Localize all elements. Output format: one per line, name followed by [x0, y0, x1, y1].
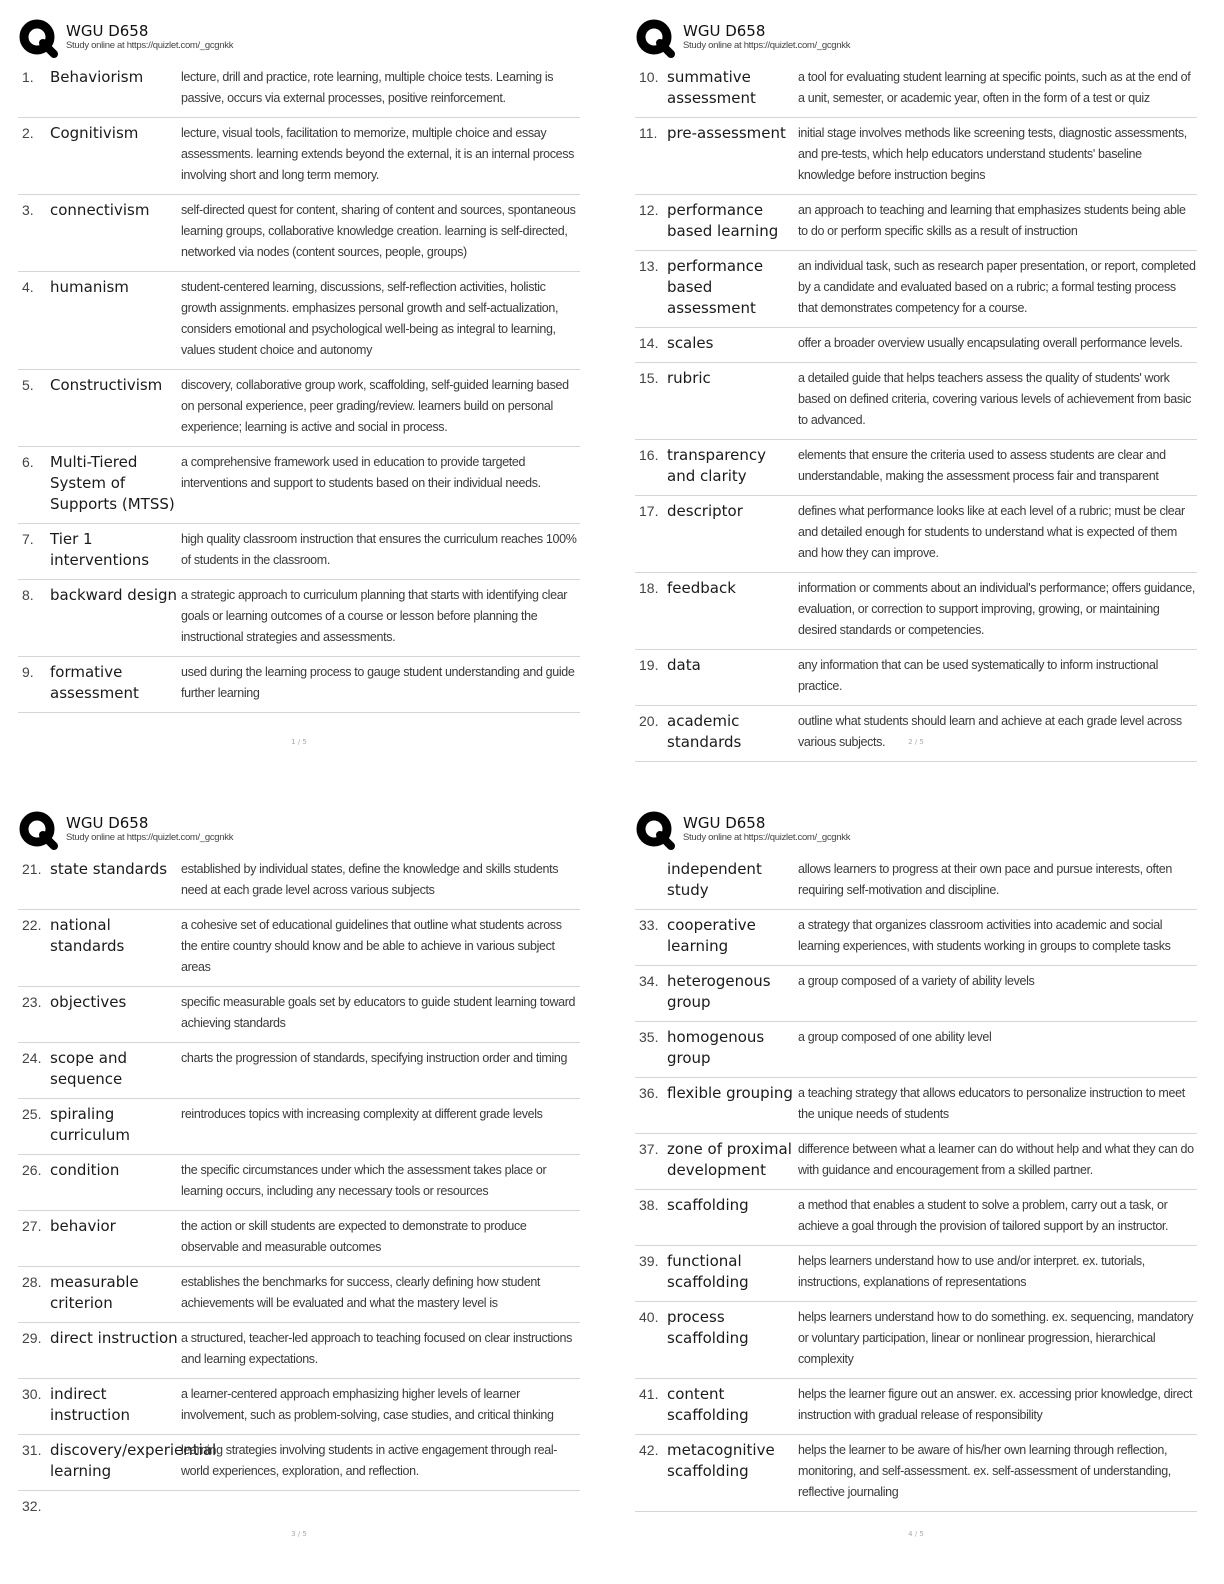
card-definition: a strategy that organizes classroom activities into academic and social learning experiences, with students working in groups to complete tasks: [798, 918, 1171, 953]
flashcard-row: [635, 966, 1197, 1022]
flashcard-row: [18, 118, 580, 195]
card-term: formative assessment: [50, 663, 139, 702]
card-definition: a tool for evaluating student learning at specific points, such as at the end of a unit, semester, or academic year, often in the form of a test or quiz: [798, 70, 1191, 105]
flashcard-row: [635, 1302, 1197, 1379]
card-number: 2.: [22, 125, 34, 141]
card-number: 14.: [639, 335, 659, 351]
flashcard-row: [18, 195, 580, 272]
card-term: descriptor: [667, 502, 743, 520]
card-number: 27.: [22, 1218, 42, 1234]
card-number: 25.: [22, 1106, 42, 1122]
flashcard-row: [18, 62, 580, 118]
card-number: 41.: [639, 1386, 659, 1402]
card-number: 24.: [22, 1050, 42, 1066]
card-number: 39.: [639, 1253, 659, 1269]
deck-title: WGU D658: [683, 22, 766, 40]
page-header: [18, 18, 580, 62]
flashcard-row: [635, 573, 1197, 650]
card-term: discovery/experiential learning: [50, 1441, 217, 1480]
card-definition: a learner-centered approach emphasizing higher levels of learner involvement, such as problem-solving, case studies, and critical thinking: [181, 1387, 554, 1422]
flashcard-row: [18, 524, 580, 580]
quizlet-logo-icon: [635, 18, 675, 58]
card-definition: learning strategies involving students in active engagement through real-world experiences, exploration, and reflection.: [181, 1443, 558, 1478]
card-definition: any information that can be used systematically to inform instructional practice.: [798, 658, 1159, 693]
card-number: 26.: [22, 1162, 42, 1178]
card-term: connectivism: [50, 201, 150, 219]
flashcard-row: [18, 1043, 580, 1099]
page-number: 3 / 5: [291, 1530, 307, 1538]
card-number: 21.: [22, 861, 42, 877]
card-definition: a teaching strategy that allows educators to personalize instruction to meet the unique needs of students: [798, 1086, 1185, 1121]
card-definition: difference between what a learner can do without help and what they can do with guidance and encouragement from a skilled partner.: [798, 1142, 1194, 1177]
card-term: indirect instruction: [50, 1385, 131, 1424]
card-number: 18.: [639, 580, 659, 596]
flashcard-row: [18, 447, 580, 524]
card-number: 13.: [639, 258, 659, 274]
page-number: 1 / 5: [291, 738, 307, 746]
card-term: pre-assessment: [667, 124, 786, 142]
flashcard-list: [18, 854, 580, 1525]
flashcard-row: [18, 1323, 580, 1379]
flashcard-row: [18, 1491, 580, 1525]
page-2: [635, 18, 1197, 752]
flashcard-row: [18, 370, 580, 447]
flashcard-list: [635, 854, 1197, 1512]
card-number: 20.: [639, 713, 659, 729]
card-number: 22.: [22, 917, 42, 933]
page-number: 2 / 5: [908, 738, 924, 746]
page-number: 4 / 5: [908, 1530, 924, 1538]
card-definition: helps the learner figure out an answer. ex. accessing prior knowledge, direct instruction with gradual release of responsibility: [798, 1387, 1193, 1422]
card-definition: a comprehensive framework used in education to provide targeted interventions and support to students based on their individual needs.: [181, 455, 541, 490]
flashcard-row: [18, 272, 580, 370]
card-definition: helps learners understand how to use and/or interpret. ex. tutorials, instructions, explanations of representations: [798, 1254, 1145, 1289]
flashcard-row: [635, 706, 1197, 762]
flashcard-list: [18, 62, 580, 713]
card-term: summative assessment: [667, 68, 756, 107]
card-term: scaffolding: [667, 1196, 749, 1214]
flashcard-row: [18, 910, 580, 987]
card-term: transparency and clarity: [667, 446, 766, 485]
card-number: 8.: [22, 587, 34, 603]
card-definition: initial stage involves methods like screening tests, diagnostic assessments, and pre-tests, which help educators understand students' baseline knowledge before instruction begins: [798, 126, 1187, 182]
deck-title: WGU D658: [66, 814, 149, 832]
card-number: 37.: [639, 1141, 659, 1157]
card-term: homogenous group: [667, 1028, 765, 1067]
card-definition: student-centered learning, discussions, self-reflection activities, holistic growth assignments. emphasizes personal growth and self-actualization, considers emotional and psychological well-being as integral to learning, values student choice and autonomy: [181, 280, 559, 357]
card-number: 1.: [22, 69, 34, 85]
card-term: scales: [667, 334, 714, 352]
card-definition: high quality classroom instruction that ensures the curriculum reaches 100% of students in the classroom.: [181, 532, 577, 567]
card-term: Tier 1 interventions: [50, 530, 150, 569]
card-definition: a method that enables a student to solve a problem, carry out a task, or achieve a goal through the provision of tailored support by an instructor.: [798, 1198, 1169, 1233]
card-definition: helps the learner to be aware of his/her own learning through reflection, monitoring, and self-assessment. ex. self-assessment of understanding, reflective journaling: [798, 1443, 1171, 1499]
flashcard-row: [635, 650, 1197, 706]
card-number: 11.: [639, 125, 658, 141]
card-term: performance based assessment: [667, 257, 764, 317]
card-definition: a detailed guide that helps teachers assess the quality of students' work based on defined criteria, covering various levels of achievement from basic to advanced.: [798, 371, 1192, 427]
flashcard-row: [635, 910, 1197, 966]
page-4: [635, 810, 1197, 1544]
card-definition: helps learners understand how to do something. ex. sequencing, mandatory or voluntary participation, linear or nonlinear progression, hierarchical complexity: [798, 1310, 1194, 1366]
card-term: Constructivism: [50, 376, 163, 394]
flashcard-row: [18, 1099, 580, 1155]
card-definition: a structured, teacher-led approach to teaching focused on clear instructions and learning expectations.: [181, 1331, 573, 1366]
flashcard-row: [635, 1078, 1197, 1134]
page-header: [635, 810, 1197, 854]
quizlet-logo-icon: [18, 18, 58, 58]
flashcard-row: [18, 1379, 580, 1435]
card-definition: used during the learning process to gauge student understanding and guide further learning: [181, 665, 575, 700]
card-definition: outline what students should learn and achieve at each grade level across various subjects.: [798, 714, 1182, 749]
flashcard-row: [635, 1134, 1197, 1190]
card-definition: an individual task, such as research paper presentation, or report, completed by a candidate and evaluated based on a rubric; a formal testing process that demonstrates competency for a course.: [798, 259, 1196, 315]
card-number: 9.: [22, 664, 34, 680]
card-number: 10.: [639, 69, 659, 85]
card-number: 31.: [22, 1442, 42, 1458]
page-header: [18, 810, 580, 854]
card-number: 17.: [639, 503, 659, 519]
card-term: Multi-Tiered System of Supports (MTSS): [50, 453, 175, 513]
card-number: 42.: [639, 1442, 659, 1458]
flashcard-row: [635, 118, 1197, 195]
card-definition: establishes the benchmarks for success, clearly defining how student achievements will be evaluated and what the mastery level is: [181, 1275, 541, 1310]
card-number: 7.: [22, 531, 34, 547]
card-definition: charts the progression of standards, specifying instruction order and timing: [181, 1051, 568, 1065]
flashcard-row: [635, 62, 1197, 118]
card-number: 33.: [639, 917, 659, 933]
card-term: scope and sequence: [50, 1049, 127, 1088]
card-definition: the action or skill students are expected to demonstrate to produce observable and measurable outcomes: [181, 1219, 527, 1254]
card-number: 4.: [22, 279, 34, 295]
card-definition: defines what performance looks like at each level of a rubric; must be clear and detailed enough for students to understand what is expected of them and how they can improve.: [798, 504, 1185, 560]
flashcard-list: [635, 62, 1197, 762]
card-definition: self-directed quest for content, sharing of content and sources, spontaneous learning groups, collaborative knowledge creation. learning is self-directed, networked via nodes (content sources, people, groups): [181, 203, 576, 259]
card-number: 35.: [639, 1029, 659, 1045]
flashcard-row: [18, 1435, 580, 1491]
card-term: national standards: [50, 916, 125, 955]
flashcard-row: [18, 987, 580, 1043]
card-term: Cognitivism: [50, 124, 139, 142]
page-3: [18, 810, 580, 1544]
flashcard-row: [635, 1435, 1197, 1512]
card-definition: established by individual states, define the knowledge and skills students need at each grade level across various subjects: [181, 862, 559, 897]
card-term: direct instruction: [50, 1329, 178, 1347]
card-definition: specific measurable goals set by educators to guide student learning toward achieving standards: [181, 995, 576, 1030]
card-term: cooperative learning: [667, 916, 756, 955]
card-term: condition: [50, 1161, 120, 1179]
card-definition: a strategic approach to curriculum planning that starts with identifying clear goals or learning outcomes of a course or lesson before planning the instructional strategies and assessments.: [181, 588, 568, 644]
card-number: 36.: [639, 1085, 659, 1101]
card-number: 30.: [22, 1386, 42, 1402]
study-link-text: Study online at https://quizlet.com/_gcgnkk: [66, 832, 234, 843]
card-number: 32.: [22, 1498, 42, 1514]
card-definition: offer a broader overview usually encapsulating overall performance levels.: [798, 336, 1183, 350]
flashcard-row: [635, 195, 1197, 251]
card-definition: information or comments about an individual's performance; offers guidance, evaluation, or correction to support improving, growing, or maintaining desired standards or competencies.: [798, 581, 1195, 637]
deck-title: WGU D658: [66, 22, 149, 40]
card-term: behavior: [50, 1217, 116, 1235]
card-number: 3.: [22, 202, 34, 218]
study-link-text: Study online at https://quizlet.com/_gcgnkk: [683, 40, 851, 51]
flashcard-row: [635, 1246, 1197, 1302]
card-term: measurable criterion: [50, 1273, 139, 1312]
card-term: objectives: [50, 993, 127, 1011]
card-term: zone of proximal development: [667, 1140, 792, 1179]
card-definition: reintroduces topics with increasing complexity at different grade levels: [181, 1107, 543, 1121]
card-definition: a cohesive set of educational guidelines that outline what students across the entire country should know and be able to achieve in various subject areas: [181, 918, 562, 974]
card-number: 5.: [22, 377, 34, 393]
card-number: 12.: [639, 202, 659, 218]
card-definition: lecture, visual tools, facilitation to memorize, multiple choice and essay assessments. learning extends beyond the external, it is an internal process involving short and long term memory.: [181, 126, 575, 182]
flashcard-row: [635, 854, 1197, 910]
card-term: academic standards: [667, 712, 742, 751]
card-term: backward design: [50, 586, 178, 604]
card-number: 16.: [639, 447, 659, 463]
flashcard-row: [635, 328, 1197, 363]
card-term: functional scaffolding: [667, 1252, 749, 1291]
card-definition: a group composed of a variety of ability levels: [798, 974, 1035, 988]
card-term: content scaffolding: [667, 1385, 749, 1424]
card-term: Behaviorism: [50, 68, 144, 86]
quizlet-logo-icon: [635, 810, 675, 850]
flashcard-row: [635, 251, 1197, 328]
card-number: 34.: [639, 973, 659, 989]
study-link-text: Study online at https://quizlet.com/_gcgnkk: [683, 832, 851, 843]
card-term: process scaffolding: [667, 1308, 749, 1347]
card-number: 19.: [639, 657, 659, 673]
card-term: rubric: [667, 369, 711, 387]
flashcard-row: [635, 440, 1197, 496]
card-term: humanism: [50, 278, 129, 296]
flashcard-row: [18, 1211, 580, 1267]
card-term: data: [667, 656, 701, 674]
card-definition: elements that ensure the criteria used to assess students are clear and understandable, making the assessment process fair and transparent: [798, 448, 1166, 483]
card-definition: allows learners to progress at their own pace and pursue interests, often requiring self-motivation and discipline.: [798, 862, 1172, 897]
card-definition: lecture, drill and practice, rote learning, multiple choice tests. Learning is passive, occurs via external processes, positive reinforcement.: [181, 70, 554, 105]
flashcard-row: [18, 854, 580, 910]
page-1: [18, 18, 580, 752]
flashcard-row: [635, 496, 1197, 573]
card-number: 38.: [639, 1197, 659, 1213]
flashcard-row: [635, 1022, 1197, 1078]
quizlet-logo-icon: [18, 810, 58, 850]
card-definition: an approach to teaching and learning that emphasizes students being able to do or perform specific skills as a result of instruction: [798, 203, 1186, 238]
card-term: independent study: [667, 860, 762, 899]
card-term: metacognitive scaffolding: [667, 1441, 775, 1480]
flashcard-row: [635, 363, 1197, 440]
deck-title: WGU D658: [683, 814, 766, 832]
card-term: feedback: [667, 579, 736, 597]
card-term: state standards: [50, 860, 168, 878]
card-definition: a group composed of one ability level: [798, 1030, 992, 1044]
card-number: 6.: [22, 454, 34, 470]
flashcard-row: [18, 1267, 580, 1323]
card-term: flexible grouping: [667, 1084, 793, 1102]
card-number: 29.: [22, 1330, 42, 1346]
card-number: 40.: [639, 1309, 659, 1325]
card-definition: the specific circumstances under which the assessment takes place or learning occurs, including any necessary tools or resources: [181, 1163, 547, 1198]
flashcard-row: [18, 580, 580, 657]
flashcard-row: [18, 1155, 580, 1211]
flashcard-row: [635, 1379, 1197, 1435]
study-link-text: Study online at https://quizlet.com/_gcgnkk: [66, 40, 234, 51]
card-term: performance based learning: [667, 201, 779, 240]
card-number: 28.: [22, 1274, 42, 1290]
card-term: heterogenous group: [667, 972, 771, 1011]
page-header: [635, 18, 1197, 62]
card-number: 15.: [639, 370, 659, 386]
flashcard-row: [18, 657, 580, 713]
flashcard-row: [635, 1190, 1197, 1246]
card-number: 23.: [22, 994, 42, 1010]
card-definition: discovery, collaborative group work, scaffolding, self-guided learning based on personal experience, peer grading/review. learners build on personal experience; learning is active and social in process.: [181, 378, 569, 434]
card-term: spiraling curriculum: [50, 1105, 131, 1144]
